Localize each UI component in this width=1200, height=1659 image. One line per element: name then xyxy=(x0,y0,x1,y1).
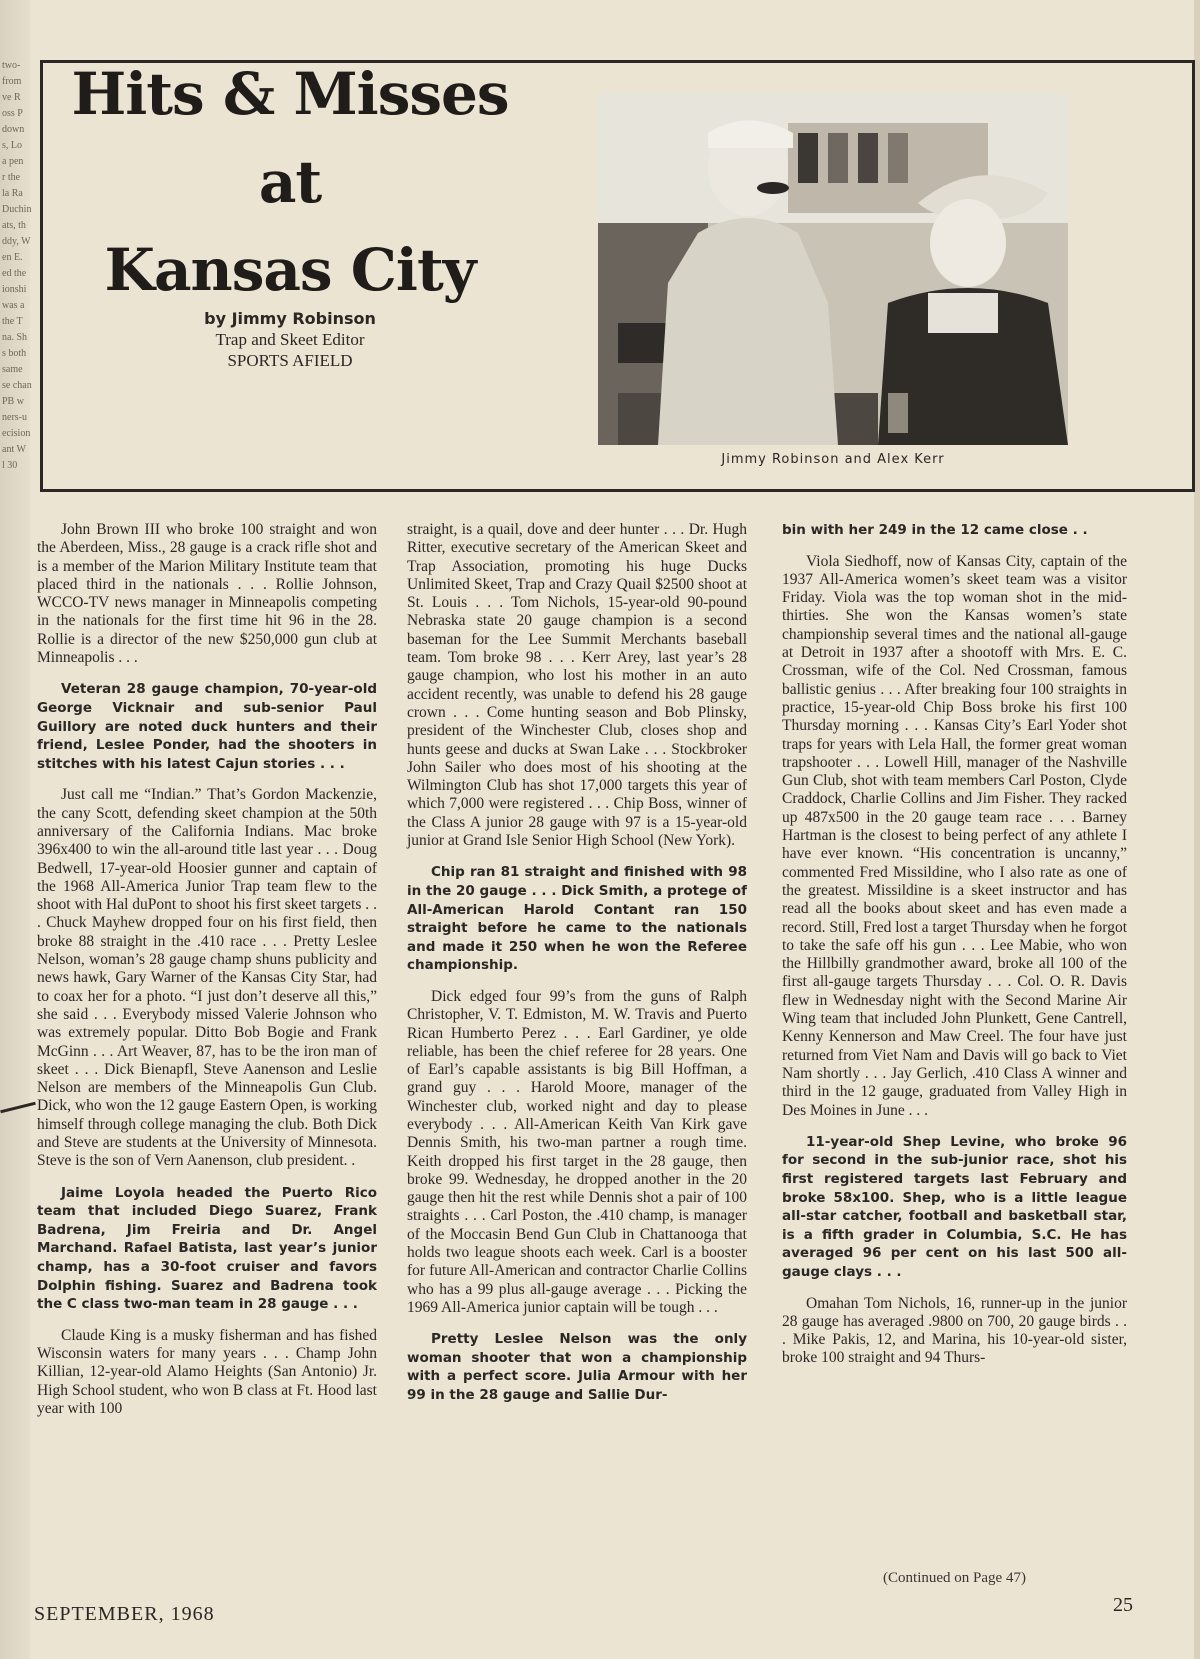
paragraph: straight, is a quail, dove and deer hunter . . . Dr. Hugh Ritter, executive secretary of the American Skeet and Trap Association, promoting his huge Ducks Unlimited Skeet, Trap and Crazy Quail $2500 shoot at St. Louis . . . Tom Nichols, 15-year-old 90-pound Nebraska state 20 gauge champion is a second baseman for the Lee Summit Merchants baseball team. Tom broke 98 . . . Kerr Arey, last year’s 28 gauge champion, who lost his mother in an auto accident recently, was unable to defend his 28 gauge crown . . . Come hunting season and Bob Plinsky, president of the Winchester Club, closes shop and hunts geese and ducks at Swan Lake . . . Stockbroker John Sailer who does most of his shooting at the Wilmington Club has shot 17,000 targets this year of which 7,000 were registered . . . Chip Boss, winner of the Class A junior 28 gauge with 97 is a 15-year-old junior at Grand Isle Senior High School (New York). xyxy=(407,521,747,850)
paragraph: bin with her 249 in the 12 came close . . xyxy=(782,522,1088,538)
paragraph: John Brown III who broke 100 straight and won the Aberdeen, Miss., 28 gauge is a crack rifle shot and is a member of the Marion Military Institute team that placed third in the nationals . . . Rollie Johnson, WCCO-TV news manager in Minneapolis competing in the nationals for the first time hit 96 in the 28. Rollie is a director of the new $250,000 gun club at Minneapolis . . . xyxy=(37,521,377,667)
margin-fragment: the T xyxy=(2,316,23,327)
margin-fragment: na. Sh xyxy=(2,332,27,343)
text-column-1 xyxy=(37,521,377,1591)
margin-fragment: two- xyxy=(2,60,21,71)
margin-fragment: Duchin xyxy=(2,204,32,215)
margin-fragment: ed the xyxy=(2,268,27,279)
margin-fragment: ddy, W xyxy=(2,236,31,247)
margin-fragment: ats, th xyxy=(2,220,26,231)
margin-fragment: ant W xyxy=(2,444,26,455)
margin-fragment: s, Lo xyxy=(2,140,22,151)
paragraph: Viola Siedhoff, now of Kansas City, captain of the 1937 All-America women’s skeet team was a visitor Friday. Viola was the top woman shot in the mid-thirties. She won the Kansas women’s state championship several times and the national all-gauge at Detroit in 1937 after a shootoff with Mrs. E. C. Crossman, wife of the Col. Ned Crossman, famous ballistic genius . . . After breaking four 100 straights in practice, 15-year-old Chip Boss broke his first 100 Thursday morning . . . Kansas City’s Earl Yoder shot traps for years with Lela Hall, the former great woman trapshooter . . . Lowell Hill, manager of the Nashville Gun Club, shot with team members Carl Poston, Clyde Craddock, Charlie Collins and Jim Fisher. They racked up 487x500 in the 20 gauge team race . . . Barney Hartman is the closest to being perfect of any athlete I have ever known. “His concentration is uncanny,” commented Fred Missildine, who I also rate as one of the greatest. Missildine is a skeet instructor and has read all the books about skeet and has even made a record. Still, Fred lost a target Thursday when he forgot to take the safe off his gun . . . Lee Mabie, who won the Hillbilly grandmother award, broke all 100 of the first all-gauge targets Thursday . . . Col. O. R. Davis flew in Wednesday night with the Second Marine Air Wing team that included John Plunkett, Gene Cantrell, Kenny Kennerson and Maw Creel. The four have just returned from Viet Nam and Davis will go back to Viet Nam shortly . . . Jay Gerlich, .410 Class A winner and third in the 12 gauge, graduated from Valley High in Des Moines in June . . . xyxy=(782,552,1127,1119)
paragraph: 11-year-old Shep Levine, who broke 96 for second in the sub-junior race, shot his first registered targets last February and broke 58x100. Shep, who is a little league all-star catcher, football and basketball star, is a fifth grader in Columbia, S.C. He has averaged 96 per cent on his last 500 all-gauge clays . . . xyxy=(782,1133,1127,1280)
photo-two-men xyxy=(598,93,1068,445)
byline-role: Trap and Skeet Editor xyxy=(215,330,365,349)
margin-fragment: down xyxy=(2,124,25,135)
margin-fragment: l 30 xyxy=(2,460,18,471)
paragraph: Chip ran 81 straight and finished with 98 in the 20 gauge . . . Dick Smith, a protege of All-American Harold Contant ran 150 straight before he came to the nationals and made it 250 when he won the Referee championship. xyxy=(407,864,747,974)
paragraph: Veteran 28 gauge champion, 70-year-old George Vicknair and sub-senior Paul Guillory are noted duck hunters and their friend, Leslee Ponder, had the shooters in stitches with his latest Cajun stories . . . xyxy=(37,681,377,772)
margin-fragment: se chan xyxy=(2,380,32,391)
margin-fragment: ve R xyxy=(2,92,21,103)
text-column-3 xyxy=(782,521,1127,1591)
margin-fragment: ecision xyxy=(2,428,31,439)
continued-note: (Continued on Page 47) xyxy=(883,1570,1026,1586)
byline-publication: SPORTS AFIELD xyxy=(227,351,353,370)
title-line-1: Hits & Misses xyxy=(71,60,509,128)
text-column-2 xyxy=(407,521,747,1591)
facing-page-edge xyxy=(0,0,30,1659)
margin-fragment: r the xyxy=(2,172,21,183)
margin-fragment: ionshi xyxy=(2,284,27,295)
paragraph: Dick edged four 99’s from the guns of Ralph Christopher, V. T. Edmiston, M. W. Travis and Puerto Rican Humberto Perez . . . Earl Gardiner, ye olde reliable, has been the chief referee for 28 years. One of Earl’s capable assistants is big Bill Hoffman, a grand guy . . . Harold Moore, manager of the Winchester club, worked night and day to please everybody . . . All-American Keith Van Kirk gave Dennis Smith, his two-man partner a rough time. Keith dropped his first target in the 28 gauge, then broke 99. Wednesday, he dropped another in the 20 gauge then hit the rest while Dennis shot a pair of 100 straights . . . Carl Poston, the .410 champ, is manager of the Moccasin Bend Gun Club in Chattanooga that holds two league shoots each week. Carl is a booster for future All-American and contractor Charlie Collins who has a 99 plus all-gauge average . . . Picking the 1969 All-America junior captain will be tough . . . xyxy=(407,987,747,1316)
margin-fragment: same xyxy=(2,364,23,375)
margin-fragment: la Ra xyxy=(2,188,23,199)
paragraph: Omahan Tom Nichols, 16, runner-up in the junior 28 gauge has averaged .9800 on 700, 20 gauge birds . . . Mike Pakis, 12, and Marina, his 10-year-old sister, broke 100 straight and 94 Thurs- xyxy=(782,1294,1127,1367)
margin-fragment: oss P xyxy=(2,108,23,119)
margin-fragment: en E. xyxy=(2,252,23,263)
margin-fragment: a pen xyxy=(2,156,24,167)
paragraph: Pretty Leslee Nelson was the only woman shooter that won a championship with a perfect score. Julia Armour with her 99 in the 28 gauge and Sallie Dur- xyxy=(407,1331,747,1404)
margin-fragment: was a xyxy=(2,300,25,311)
paragraph: Jaime Loyola headed the Puerto Rico team that included Diego Suarez, Frank Badrena, Jim Freiria and Dr. Angel Marchand. Rafael Batista, last year’s junior champ, has a 30-foot cruiser and favors Dolphin fishing. Suarez and Badrena took the C class two-man team in 28 gauge . . . xyxy=(37,1184,377,1313)
photo-caption: Jimmy Robinson and Alex Kerr xyxy=(721,452,945,467)
title-line-2: at xyxy=(258,148,322,216)
margin-fragment: ners-u xyxy=(2,412,27,423)
margin-fragment: from xyxy=(2,76,22,87)
page-number: 25 xyxy=(1113,1594,1133,1616)
byline xyxy=(100,308,480,371)
paragraph: Claude King is a musky fisherman and has fished Wisconsin waters for many years . . . Champ John Killian, 12-year-old Alamo Heights (San Antonio) Jr. High School student, who won B class at Ft. Hood last year with 100 xyxy=(37,1326,377,1417)
margin-fragment: PB w xyxy=(2,396,24,407)
header-photo xyxy=(598,93,1068,445)
title-line-3: Kansas City xyxy=(104,236,476,304)
margin-fragment: s both xyxy=(2,348,27,359)
byline-author: by Jimmy Robinson xyxy=(204,309,376,328)
article-title xyxy=(40,50,540,314)
issue-date: SEPTEMBER, 1968 xyxy=(34,1603,215,1625)
paragraph: Just call me “Indian.” That’s Gordon Mackenzie, the cany Scott, defending skeet champion at the 50th anniversary of the California Indians. Mac broke 396x400 to win the all-around title last year . . . Doug Bedwell, 17-year-old Hoosier gunner and captain of the 1968 All-America Junior Trap team flew to the shoot with Hal duPont to shoot his first skeet targets . . . Chuck Mayhew dropped four on his first field, then broke 88 straight in the .410 race . . . Pretty Leslee Nelson, woman’s 28 gauge champ shuns publicity and news hawk, Gary Warner of the Kansas City Star, had to coax her for a photo. “I just don’t deserve all this,” she said . . . Everybody missed Valerie Johnson who was extremely popular. Ditto Bob Bogie and Frank McGinn . . . Art Weaver, 87, has to be the iron man of skeet . . . Dick Bienapfl, Steve Aanenson and Leslie Nelson are members of the Minneapolis Gun Club. Dick, who won the 12 gauge Eastern Open, is working himself through college managing the club. Both Dick and Steve are students at the University of Minnesota. Steve is the son of Vern Aanenson, club president. . xyxy=(37,786,377,1170)
